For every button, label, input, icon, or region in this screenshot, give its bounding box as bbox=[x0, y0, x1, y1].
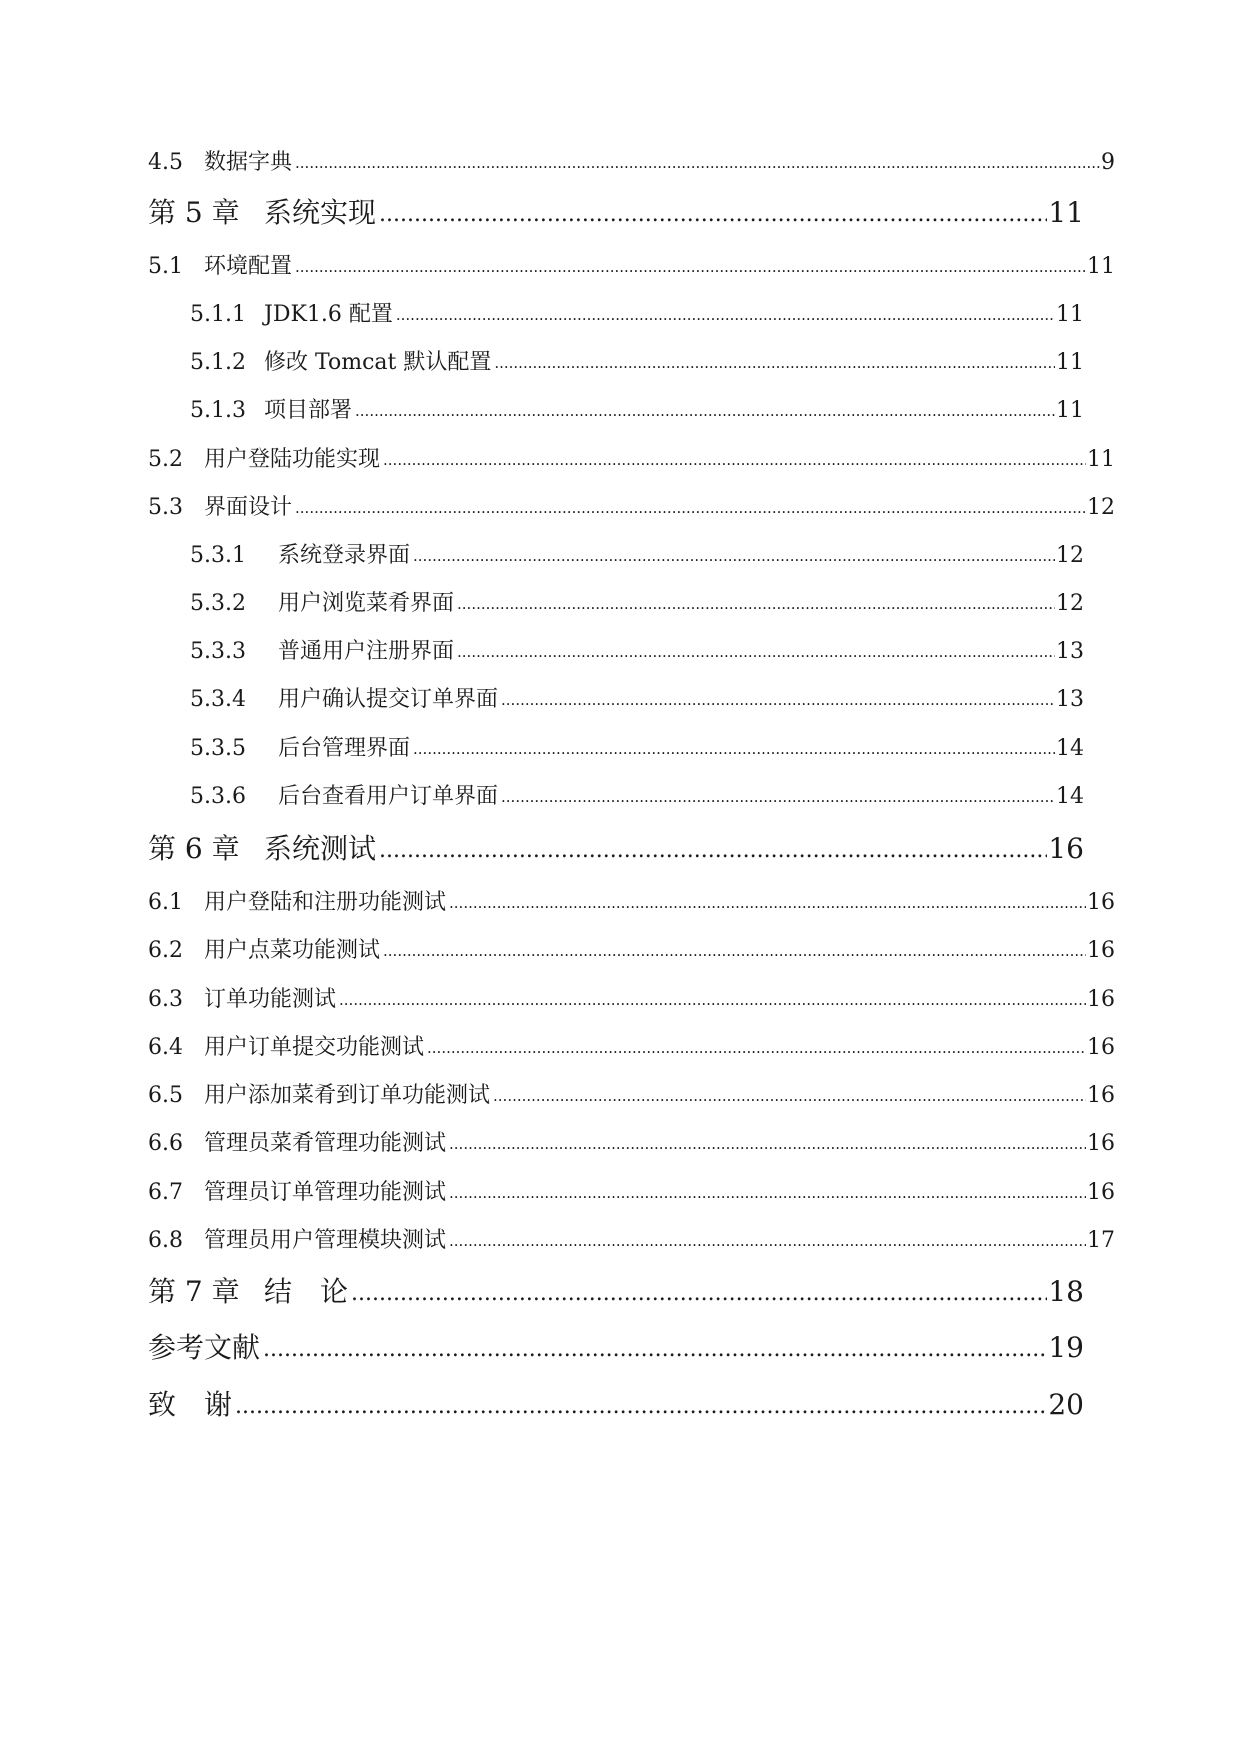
toc-entry-page: 16 bbox=[1087, 938, 1115, 963]
dot-leader bbox=[235, 1396, 1047, 1418]
toc-entry-6-8[interactable] bbox=[148, 1230, 1115, 1252]
toc-entry-title: 用户确认提交订单界面 bbox=[278, 687, 499, 712]
dot-leader bbox=[396, 308, 1055, 323]
toc-entry-title: JDK1.6 配置 bbox=[264, 302, 393, 327]
toc-entry-6-2[interactable] bbox=[148, 940, 1115, 962]
toc-entry-page: 11 bbox=[1056, 350, 1084, 375]
toc-entry-number: 5.1 bbox=[148, 254, 183, 279]
toc-entry-page: 9 bbox=[1101, 150, 1115, 175]
toc-entry-5-3-3[interactable] bbox=[190, 641, 1084, 663]
toc-entry-number: 第 6 章 bbox=[148, 832, 240, 865]
toc-entry-page: 20 bbox=[1048, 1388, 1084, 1421]
toc-entry-5-2[interactable] bbox=[148, 449, 1115, 471]
toc-entry-number: 5.3.3 bbox=[190, 639, 246, 664]
toc-entry-number: 6.6 bbox=[148, 1131, 183, 1156]
dot-leader bbox=[379, 840, 1047, 862]
toc-entry-6-5[interactable] bbox=[148, 1085, 1115, 1107]
toc-entry-page: 16 bbox=[1087, 987, 1115, 1012]
toc-entry-number: 5.3 bbox=[148, 495, 183, 520]
toc-entry-title: 修改 Tomcat 默认配置 bbox=[264, 350, 492, 375]
toc-entry-5-3-4[interactable] bbox=[190, 689, 1084, 711]
toc-entry-6-3[interactable] bbox=[148, 989, 1115, 1011]
dot-leader bbox=[413, 742, 1055, 757]
toc-entry-5-3-2[interactable] bbox=[190, 593, 1084, 615]
toc-entry-5-1-3[interactable] bbox=[190, 400, 1084, 422]
toc-entry-number: 第 7 章 bbox=[148, 1275, 240, 1308]
toc-entry-page: 11 bbox=[1048, 196, 1084, 229]
toc-entry-title: 项目部署 bbox=[264, 398, 353, 423]
toc-entry-page: 16 bbox=[1087, 890, 1115, 915]
toc-entry-title: 致 谢 bbox=[148, 1388, 233, 1421]
toc-entry-number: 6.1 bbox=[148, 890, 183, 915]
toc-entry-title: 用户点菜功能测试 bbox=[204, 938, 381, 963]
toc-entry-number: 6.8 bbox=[148, 1228, 183, 1253]
toc-entry-title: 用户添加菜肴到订单功能测试 bbox=[204, 1083, 491, 1108]
toc-entry-5-3-6[interactable] bbox=[190, 786, 1084, 808]
dot-leader bbox=[494, 356, 1055, 371]
toc-entry-page: 12 bbox=[1056, 591, 1084, 616]
toc-entry-page: 13 bbox=[1056, 639, 1084, 664]
toc-entry-title: 管理员订单管理功能测试 bbox=[204, 1180, 447, 1205]
toc-entry-5-3[interactable] bbox=[148, 497, 1115, 519]
toc-entry-title: 环境配置 bbox=[204, 254, 293, 279]
toc-entry-page: 17 bbox=[1087, 1228, 1115, 1253]
toc-entry-number: 6.2 bbox=[148, 938, 183, 963]
toc-entry-6-7[interactable] bbox=[148, 1182, 1115, 1204]
dot-leader bbox=[355, 404, 1055, 419]
dot-leader bbox=[427, 1041, 1086, 1056]
dot-leader bbox=[295, 501, 1086, 516]
toc-entry-page: 16 bbox=[1087, 1131, 1115, 1156]
toc-entry-page: 12 bbox=[1056, 543, 1084, 568]
toc-entry-number: 4.5 bbox=[148, 150, 183, 175]
toc-entry-number: 5.3.2 bbox=[190, 591, 246, 616]
toc-entry-title: 普通用户注册界面 bbox=[278, 639, 455, 664]
toc-entry-acknowledgements[interactable] bbox=[148, 1388, 1084, 1421]
toc-entry-5-3-1[interactable] bbox=[190, 545, 1084, 567]
toc-entry-number: 5.1.1 bbox=[190, 302, 246, 327]
dot-leader bbox=[295, 260, 1086, 275]
toc-entry-page: 16 bbox=[1048, 832, 1084, 865]
dot-leader bbox=[339, 993, 1086, 1008]
toc-entry-page: 14 bbox=[1056, 784, 1084, 809]
dot-leader bbox=[449, 1234, 1086, 1249]
toc-entry-title: 系统测试 bbox=[264, 832, 377, 865]
toc-entry-title: 系统登录界面 bbox=[278, 543, 411, 568]
toc-entry-5-1-2[interactable] bbox=[190, 352, 1084, 374]
toc-entry-number: 6.3 bbox=[148, 987, 183, 1012]
toc-entry-title: 管理员菜肴管理功能测试 bbox=[204, 1131, 447, 1156]
toc-entry-title: 结 论 bbox=[264, 1275, 349, 1308]
toc-entry-title: 数据字典 bbox=[204, 150, 293, 175]
toc-entry-number: 5.3.5 bbox=[190, 736, 246, 761]
toc-entry-number: 第 5 章 bbox=[148, 196, 240, 229]
toc-entry-number: 5.1.2 bbox=[190, 350, 246, 375]
toc-entry-number: 5.1.3 bbox=[190, 398, 246, 423]
toc-entry-number: 6.7 bbox=[148, 1180, 183, 1205]
toc-entry-title: 用户登陆功能实现 bbox=[204, 447, 381, 472]
toc-entry-title: 管理员用户管理模块测试 bbox=[204, 1228, 447, 1253]
toc-entry-title: 界面设计 bbox=[204, 495, 293, 520]
toc-entry-page: 11 bbox=[1056, 398, 1084, 423]
toc-entry-5-1-1[interactable] bbox=[190, 304, 1084, 326]
dot-leader bbox=[449, 1137, 1086, 1152]
toc-entry-number: 5.2 bbox=[148, 447, 183, 472]
dot-leader bbox=[449, 896, 1086, 911]
toc-entry-title: 用户登陆和注册功能测试 bbox=[204, 890, 447, 915]
toc-entry-page: 13 bbox=[1056, 687, 1084, 712]
dot-leader bbox=[351, 1283, 1047, 1305]
toc-entry-page: 14 bbox=[1056, 736, 1084, 761]
toc-entry-chapter-6[interactable] bbox=[148, 832, 1084, 865]
toc-entry-page: 11 bbox=[1056, 302, 1084, 327]
toc-entry-chapter-7[interactable] bbox=[148, 1275, 1084, 1308]
dot-leader bbox=[501, 790, 1055, 805]
toc-entry-title: 系统实现 bbox=[264, 196, 377, 229]
toc-entry-page: 16 bbox=[1087, 1180, 1115, 1205]
toc-entry-title: 订单功能测试 bbox=[204, 987, 337, 1012]
toc-entry-6-4[interactable] bbox=[148, 1037, 1115, 1059]
toc-entry-5-3-5[interactable] bbox=[190, 738, 1084, 760]
toc-entry-title: 参考文献 bbox=[148, 1331, 261, 1364]
dot-leader bbox=[457, 597, 1055, 612]
toc-entry-page: 18 bbox=[1048, 1275, 1084, 1308]
dot-leader bbox=[295, 156, 1100, 171]
toc-entry-number: 6.4 bbox=[148, 1035, 183, 1060]
toc-entry-title: 用户订单提交功能测试 bbox=[204, 1035, 425, 1060]
toc-entry-page: 16 bbox=[1087, 1035, 1115, 1060]
dot-leader bbox=[383, 453, 1086, 468]
dot-leader bbox=[457, 645, 1055, 660]
toc-entry-6-1[interactable] bbox=[148, 892, 1115, 914]
toc-entry-5-1[interactable] bbox=[148, 256, 1115, 278]
toc-entry-6-6[interactable] bbox=[148, 1133, 1115, 1155]
dot-leader bbox=[449, 1186, 1086, 1201]
dot-leader bbox=[501, 693, 1055, 708]
toc-entry-number: 5.3.6 bbox=[190, 784, 246, 809]
toc-entry-page: 11 bbox=[1087, 254, 1115, 279]
toc-entry-number: 5.3.1 bbox=[190, 543, 246, 568]
toc-entry-number: 5.3.4 bbox=[190, 687, 246, 712]
toc-entry-chapter-5[interactable] bbox=[148, 196, 1084, 229]
toc-entry-title: 后台查看用户订单界面 bbox=[278, 784, 499, 809]
toc-entry-title: 用户浏览菜肴界面 bbox=[278, 591, 455, 616]
dot-leader bbox=[379, 204, 1047, 226]
toc-entry-number: 6.5 bbox=[148, 1083, 183, 1108]
toc-entry-4-5[interactable] bbox=[148, 152, 1115, 174]
toc-entry-page: 16 bbox=[1087, 1083, 1115, 1108]
toc-entry-page: 11 bbox=[1087, 447, 1115, 472]
dot-leader bbox=[263, 1339, 1047, 1361]
toc-entry-page: 19 bbox=[1048, 1331, 1084, 1364]
toc-entry-page: 12 bbox=[1087, 495, 1115, 520]
toc-entry-title: 后台管理界面 bbox=[278, 736, 411, 761]
dot-leader bbox=[383, 944, 1086, 959]
dot-leader bbox=[493, 1089, 1086, 1104]
toc-entry-references[interactable] bbox=[148, 1331, 1084, 1364]
dot-leader bbox=[413, 549, 1055, 564]
